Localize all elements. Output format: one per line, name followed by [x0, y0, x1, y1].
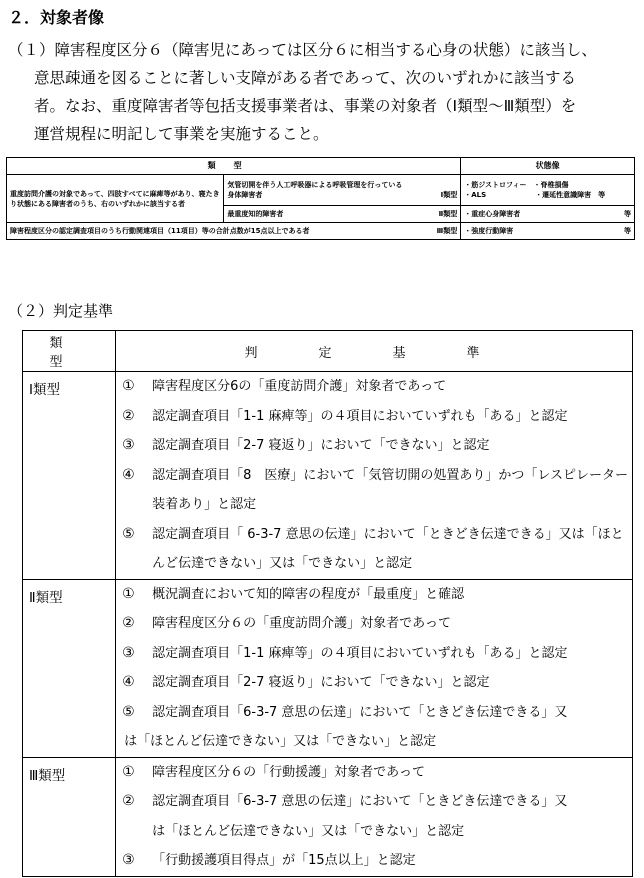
types-row-1-state: [461, 175, 635, 206]
criteria-table: [22, 330, 633, 877]
criteria-item: ② 認定調査項目「1-1 麻痺等」の４項目においていずれも「ある」と認定: [122, 407, 568, 424]
criteria-item: ① 障害程度区分６の「行動援護」対象者であって: [122, 763, 425, 780]
intro-line-1: （１）障害程度区分６（障害児にあっては区分６に相当する心身の状態）に該当し、: [8, 41, 597, 59]
types-row-3-state-a: ・強度行動障害: [464, 227, 514, 235]
types-row-1-desc: 気管切開を伴う人工呼吸器による呼吸管理を行っている身体障害者: [227, 181, 403, 199]
types-row-3-state: [461, 223, 635, 240]
types-row-2-state-a: ・重症心身障害者: [464, 210, 521, 218]
criteria-item: ⑤ 認定調査項目「 6-3-7 意思の伝達」において「ときどき伝達できる」又は「ほと: [122, 525, 624, 542]
criteria-item: ③ 認定調査項目「1-1 麻痺等」の４項目においていずれも「ある」と認定: [122, 644, 568, 661]
criteria-item: ③ 認定調査項目「2-7 寝返り」において「できない」と認定: [122, 437, 490, 453]
sub-heading: （２）判定基準: [8, 302, 114, 320]
types-row-3-state-b: 等: [624, 227, 631, 235]
types-row-2-class: Ⅱ類型: [438, 210, 458, 218]
types-row-2-desc: 最重度知的障害者: [227, 210, 284, 218]
criteria-item: ③ 「行動援護項目得点」が「15点以上」と認定: [122, 852, 416, 868]
types-table: [6, 157, 635, 240]
criteria-item-continuation: んど伝達できない」又は「できない」と認定: [152, 556, 413, 571]
criteria-type-2: Ⅱ類型: [23, 579, 116, 757]
types-row-2: [224, 206, 461, 223]
criteria-item-continuation: は「ほとんど伝達できない」又は「できない」と認定: [124, 734, 437, 749]
criteria-item: ④ 認定調査項目「2-7 寝返り」において「できない」と認定: [122, 674, 490, 690]
criteria-item: ① 概況調査において知的障害の程度が「最重度」と確認: [122, 585, 465, 602]
criteria-type-3: Ⅲ類型: [23, 757, 116, 876]
criteria-item: ② 障害程度区分６の「重度訪問介護」対象者であって: [122, 615, 451, 631]
types-row-1-class: Ⅰ類型: [440, 191, 458, 199]
intro-line-2: 意思疎通を図ることに著しい支障がある者であって、次のいずれかに該当する: [34, 69, 577, 87]
types-row-3: [7, 223, 461, 240]
criteria-items-2: [116, 579, 633, 757]
criteria-items-1: [116, 372, 633, 580]
criteria-item: ④ 認定調査項目「8 医療」において「気管切開の処置あり」かつ「レスピレーター: [122, 466, 628, 483]
criteria-header-criteria: 判 定 基 準: [116, 331, 633, 372]
types-row-3-desc: 障害程度区分の認定調査項目のうち行動関連項目（11項目）等の合計点数が15点以上である者: [10, 227, 310, 235]
criteria-item: ② 認定調査項目「6-3-7 意思の伝達」において「ときどき伝達できる」又: [122, 793, 568, 809]
section-heading: ２．対象者像: [8, 8, 105, 27]
intro-line-3: 者。なお、重度障害者等包括支援事業者は、事業の対象者（Ⅰ類型～Ⅲ類型）を: [34, 97, 577, 115]
types-row-2-state: [461, 206, 635, 223]
criteria-items-3: [116, 757, 633, 876]
types-row-1-state-b: ・ALS ・遷延性意識障害 等: [464, 191, 606, 199]
criteria-type-1: Ⅰ類型: [23, 372, 116, 580]
types-row-1-state-a: ・筋ジストロフィー ・脊椎損傷: [464, 181, 569, 189]
types-row-2-state-b: 等: [624, 210, 631, 218]
criteria-item: ① 障害程度区分6の「重度訪問介護」対象者であって: [122, 378, 447, 394]
types-header-type: 類型: [7, 158, 461, 175]
intro-paragraph: [8, 36, 638, 148]
criteria-item-continuation: 装着あり」と認定: [152, 497, 257, 512]
criteria-item: ⑤ 認定調査項目「6-3-7 意思の伝達」において「ときどき伝達できる」又: [122, 703, 568, 720]
types-row-1: [224, 175, 461, 206]
criteria-header-type: 類 型: [23, 331, 116, 372]
types-left-desc: 重度訪問介護の対象であって、四肢すべてに麻痺等があり、寝たきり状態にある障害者のうち、右のいずれかに該当する者: [7, 175, 224, 223]
types-header-state: 状態像: [461, 158, 635, 175]
criteria-item-continuation: は「ほとんど伝達できない」又は「できない」と認定: [152, 823, 465, 839]
intro-line-4: 運営規程に明記して事業を実施すること。: [34, 125, 329, 143]
types-row-3-class: Ⅲ類型: [436, 227, 458, 235]
